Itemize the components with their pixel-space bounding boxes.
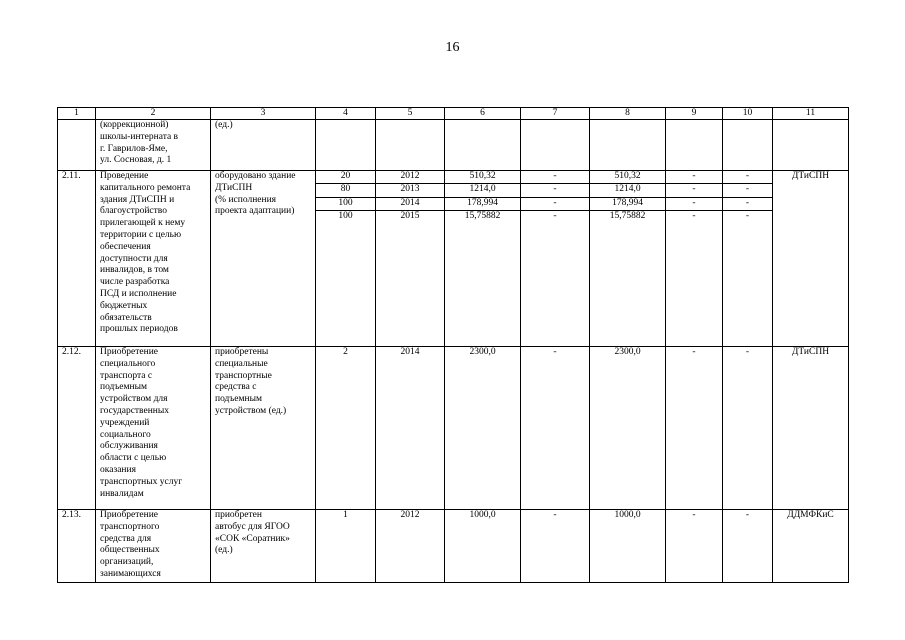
target-values [316,171,376,347]
header-cell: 2 [96,108,211,120]
indicator: приобретены специальные транспортные средства с подъемным устройством (ед.) [211,347,316,510]
cell-value: - [521,184,589,197]
regional-amount: 1000,0 [590,510,666,583]
cell-value: - [521,171,589,184]
cell-value: - [692,211,696,222]
cell-value: 1214,0 [590,184,665,197]
indicator: оборудовано здание ДТиСПН (% исполнения проекта адаптации) [211,171,316,347]
header-cell: 10 [723,108,773,120]
row-number [58,120,96,171]
local-amount: - [666,510,723,583]
cell-value: - [666,198,722,211]
cell-value: 20 [316,171,375,184]
executor: ДТиСПН [773,347,849,510]
cell-value: 2012 [376,171,444,184]
federal-amount: - [521,347,590,510]
row-number: 2.13. [58,510,96,583]
measure-name: Приобретение транспортного средства для общественных организаций, занимающихся [96,510,211,583]
header-cell: 8 [590,108,666,120]
measure-name: (коррекционной) школы-интерната в г. Гаврилов-Яме, ул. Сосновая, д. 1 [96,120,211,171]
measure-name: Проведение капитального ремонта здания ДТиСПН и благоустройство прилегающей к нему территории с целью обеспечения доступности для инвалидов, в том числе разработка ПСД и исполнение бюджетных обязательств прошлых периодов [96,171,211,347]
cell-value: - [723,184,772,197]
table-row-2-11 [58,171,849,347]
cell-value: 100 [316,198,375,211]
header-cell: 6 [445,108,521,120]
cell-value: - [723,171,772,184]
other-amounts [723,171,773,347]
program-table [57,107,849,583]
cell-value: - [553,211,557,222]
cell-value: - [666,171,722,184]
table-row-2-12 [58,347,849,510]
header-cell: 11 [773,108,849,120]
header-cell: 5 [376,108,445,120]
executor: ДДМФКиС [773,510,849,583]
total-amounts [445,171,521,347]
year: 2012 [376,510,445,583]
target-value: 1 [316,510,376,583]
row-number: 2.11. [58,171,96,347]
federal-amounts [521,171,590,347]
cell-value: 80 [316,184,375,197]
other-amount: - [723,347,773,510]
cell-value: 15,75882 [464,211,501,222]
indicator: приобретен автобус для ЯГОО «СОК «Соратник» (ед.) [211,510,316,583]
year: 2014 [376,347,445,510]
executor: ДТиСПН [773,171,849,347]
table-row-2-13 [58,510,849,583]
federal-amount: - [521,510,590,583]
years [376,171,445,347]
indicator: (ед.) [211,120,316,171]
cell-value: 178,994 [445,198,520,211]
cell-value: - [521,198,589,211]
cell-value: - [745,211,750,222]
cell-value: 510,32 [590,171,665,184]
local-amounts [666,171,723,347]
cell-value: 2013 [376,184,444,197]
measure-name: Приобретение специального транспорта с подъемным устройством для государственных учреждений социального обслуживания области с целью оказания транспортных услуг инвалидам [96,347,211,510]
cell-value: 2015 [400,211,420,222]
other-amount: - [723,510,773,583]
cell-value: 1214,0 [445,184,520,197]
cell-value: 510,32 [445,171,520,184]
regional-amounts [590,171,666,347]
header-row [58,108,849,120]
cell-value: - [723,198,772,211]
header-cell: 9 [666,108,723,120]
page-number: 16 [445,40,460,55]
cell-value: - [666,184,722,197]
header-cell: 4 [316,108,376,120]
cell-value: 100 [338,211,353,222]
header-cell: 3 [211,108,316,120]
regional-amount: 2300,0 [590,347,666,510]
header-cell: 7 [521,108,590,120]
row-number: 2.12. [58,347,96,510]
header-cell: 1 [58,108,96,120]
table-row-continuation [58,120,849,171]
target-value: 2 [316,347,376,510]
cell-value: 2014 [376,198,444,211]
cell-value: 15,75882 [609,211,646,222]
total-amount: 2300,0 [445,347,521,510]
total-amount: 1000,0 [445,510,521,583]
local-amount: - [666,347,723,510]
cell-value: 178,994 [590,198,665,211]
